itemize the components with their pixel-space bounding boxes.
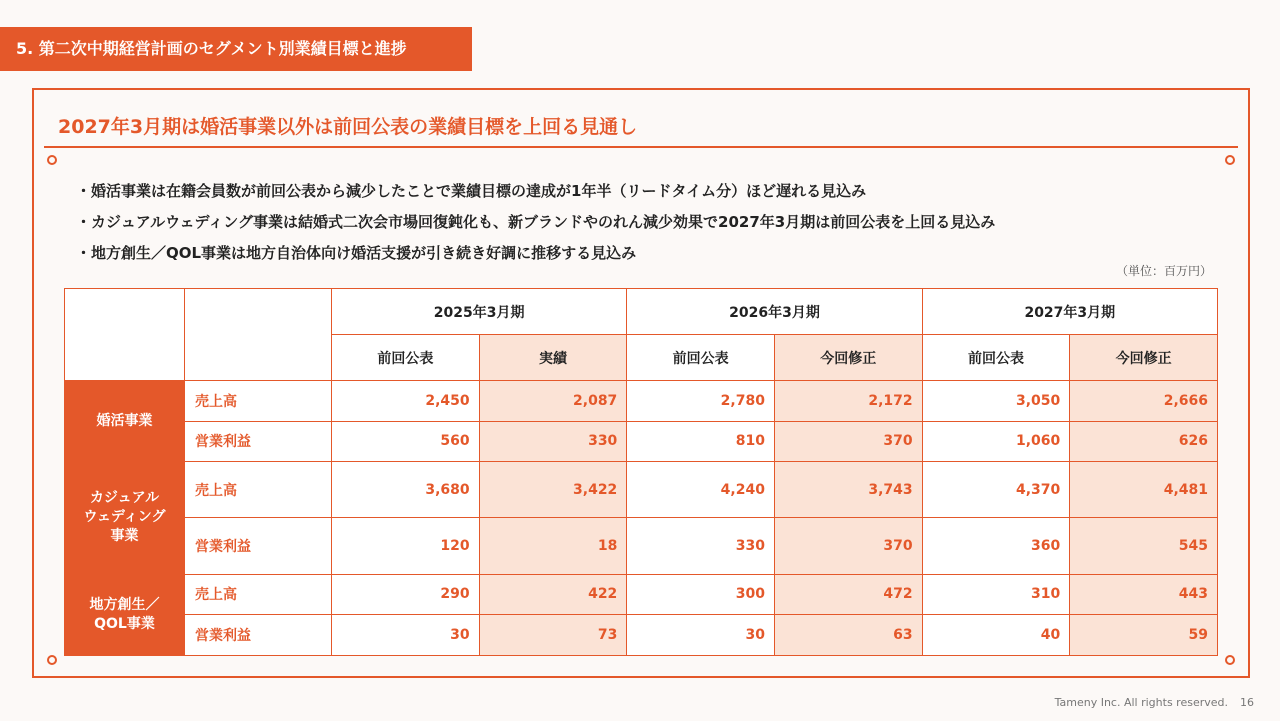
table-row [65,518,1218,574]
corner-dot-icon [1225,655,1235,665]
unit-note: （単位：百万円） [1115,264,1212,278]
value-cell: 330 [627,518,775,574]
value-cell: 330 [479,421,627,462]
value-cell: 472 [774,574,922,615]
value-cell: 2,172 [774,381,922,422]
metric-label: 売上高 [185,381,332,422]
value-cell: 370 [774,421,922,462]
value-cell: 290 [332,574,480,615]
period-header: 2026年3月期 [627,289,922,335]
headline: 2027年3月期は婚活事業以外は前回公表の業績目標を上回る見通し [58,116,638,138]
value-cell: 30 [627,615,775,656]
value-cell: 300 [627,574,775,615]
value-cell: 4,240 [627,462,775,518]
value-cell: 120 [332,518,480,574]
value-cell: 2,666 [1070,381,1218,422]
value-cell: 3,680 [332,462,480,518]
sub-header: 今回修正 [1070,335,1218,381]
segment-label: 地方創生／ QOL事業 [65,574,185,655]
period-header: 2025年3月期 [332,289,627,335]
value-cell: 3,743 [774,462,922,518]
value-cell: 4,481 [1070,462,1218,518]
metric-label: 営業利益 [185,615,332,656]
value-cell: 810 [627,421,775,462]
table-row [65,462,1218,518]
value-cell: 2,780 [627,381,775,422]
table-row [65,381,1218,422]
corner-dot-icon [47,655,57,665]
metric-label: 売上高 [185,462,332,518]
sub-header: 前回公表 [922,335,1070,381]
metric-label: 売上高 [185,574,332,615]
value-cell: 30 [332,615,480,656]
value-cell: 443 [1070,574,1218,615]
value-cell: 3,422 [479,462,627,518]
value-cell: 3,050 [922,381,1070,422]
sub-header: 実績 [479,335,627,381]
value-cell: 73 [479,615,627,656]
bullet-list [76,176,995,269]
value-cell: 2,450 [332,381,480,422]
value-cell: 545 [1070,518,1218,574]
value-cell: 40 [922,615,1070,656]
corner-dot-icon [1225,155,1235,165]
value-cell: 422 [479,574,627,615]
sub-header: 前回公表 [332,335,480,381]
table-row [65,574,1218,615]
headline-divider [44,146,1238,148]
page-number: 16 [1240,696,1254,709]
bullet-item: ・地方創生／QOL事業は地方自治体向け婚活支援が引き続き好調に推移する見込み [76,244,637,262]
corner-dot-icon [47,155,57,165]
segment-label: カジュアル ウェディング 事業 [65,462,185,574]
value-cell: 626 [1070,421,1218,462]
period-header: 2027年3月期 [922,289,1217,335]
bullet-item: ・カジュアルウェディング事業は結婚式二次会市場回復鈍化も、新ブランドやのれん減少効果で2027年3月期は前回公表を上回る見込み [76,213,996,231]
sub-header: 前回公表 [627,335,775,381]
value-cell: 59 [1070,615,1218,656]
sub-header: 今回修正 [774,335,922,381]
footer [1055,696,1254,709]
value-cell: 1,060 [922,421,1070,462]
value-cell: 2,087 [479,381,627,422]
value-cell: 18 [479,518,627,574]
value-cell: 4,370 [922,462,1070,518]
value-cell: 560 [332,421,480,462]
table-corner [185,289,332,381]
value-cell: 360 [922,518,1070,574]
value-cell: 310 [922,574,1070,615]
value-cell: 370 [774,518,922,574]
content-panel [32,88,1250,678]
table-row [65,421,1218,462]
table-corner [65,289,185,381]
metric-label: 営業利益 [185,421,332,462]
performance-table [64,288,1218,656]
metric-label: 営業利益 [185,518,332,574]
bullet-item: ・婚活事業は在籍会員数が前回公表から減少したことで業績目標の達成が1年半（リードタイム分）ほど遅れる見込み [76,182,867,200]
segment-label: 婚活事業 [65,381,185,462]
copyright: Tameny Inc. All rights reserved. [1054,696,1228,709]
table-row [65,615,1218,656]
value-cell: 63 [774,615,922,656]
section-title: 5. 第二次中期経営計画のセグメント別業績目標と進捗 [0,27,472,71]
